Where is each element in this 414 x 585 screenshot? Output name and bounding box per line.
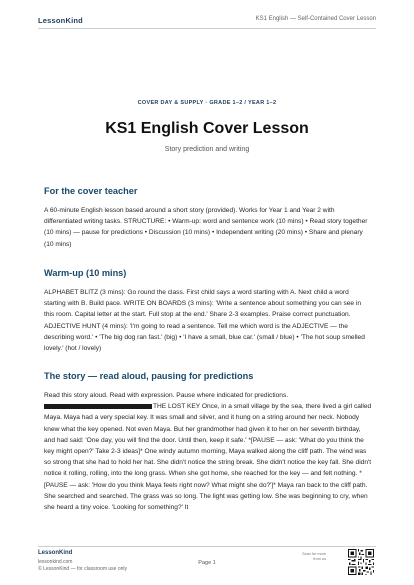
section-story — [44, 371, 372, 513]
page-number: Page 1 — [198, 560, 216, 566]
redaction-bar — [44, 404, 152, 409]
header-divider — [38, 28, 376, 29]
section-warm-up — [44, 268, 372, 354]
footer-site-link[interactable]: lessonkind.com — [38, 559, 73, 565]
section-heading: For the cover teacher — [44, 186, 138, 196]
section-heading: The story — read aloud, pausing for predictions — [44, 371, 254, 381]
footer-brand[interactable]: LessonKind — [38, 550, 73, 556]
story-text — [44, 390, 372, 513]
eyebrow-label: COVER DAY & SUPPLY · GRADE 1–2 / YEAR 1–2 — [137, 100, 277, 106]
footer-divider — [38, 546, 376, 547]
scan-label: Scan for more from us — [302, 552, 326, 561]
brand-logo[interactable]: LessonKind — [38, 16, 83, 25]
story-intro: Read this story aloud. Read with expression. Pause where indicated for predictions. — [44, 392, 289, 399]
footer-copyright: © LessonKind — for classroom use only — [38, 566, 128, 572]
header-doc-title: KS1 English — Self-Contained Cover Lesson — [255, 16, 376, 22]
qr-code-icon[interactable] — [348, 549, 374, 575]
page-header — [0, 0, 414, 40]
page-title: KS1 English Cover Lesson — [105, 120, 309, 137]
section-cover-teacher — [44, 186, 372, 250]
page-subtitle: Story prediction and writing — [164, 146, 250, 153]
section-body: A 60-minute English lesson based around a short story (provided). Works for Year 1 and Year 2 with differentiated writing tasks. STRUCTURE: • Warm-up: word and sentence work (10 mins) • Read story together (10 mins) — pause for predictions • Discussion (10 mins) • Independent writing (20 mins) • Share and plenary (10 mins) — [44, 207, 368, 248]
section-body: ALPHABET BLITZ (3 mins): Go round the class. First child says a word starting with A. Next child a word starting with B. Build pace. WRITE ON BOARDS (3 mins): 'Write a sentence about something you can see in this room. Capital letter at the start. Full stop at the end.' Share 2-3 examples. Praise correct punctuation. ADJECTIVE HUNT (4 mins): 'I'm going to read a sentence. Tell me which word is the ADJECTIVE — the describing word.' • 'The big dog ran fast.' (big) • 'I have a small, blue car.' (small / blue) • 'The hot soup smelled lovely.' (hot / lovely) — [44, 289, 365, 353]
story-body: THE LOST KEY Once, in a small village by the sea, there lived a girl called Maya. Maya had a very special key. It was small and silver, and it hung on a string around her neck. Nobody knew what the key opened. Not even Maya. But her grandmother had given it to her on her seventh birthday, and had said: 'One day, you will find the door. Until then, keep it safe.' *[PAUSE — ask: 'What do you think the key might open?' Take 2-3 ideas]* One windy autumn morning, Maya walked along the cliff path. The wind was so strong that she had to hold her hat. She didn't notice the string break. She didn't notice the key fall. She didn't notice it rolling, rolling, into the long grass. When she got home, she reached for the key — and felt nothing. *[PAUSE — ask: 'How do you think Maya feels right now? What might she do?']* Maya ran back to the cliff path. She searched and searched. The grass was so long. The light was getting low. She was beginning to cry, when she heard a tiny voice. 'Looking for something?' It — [44, 403, 372, 512]
section-heading: Warm-up (10 mins) — [44, 268, 127, 278]
